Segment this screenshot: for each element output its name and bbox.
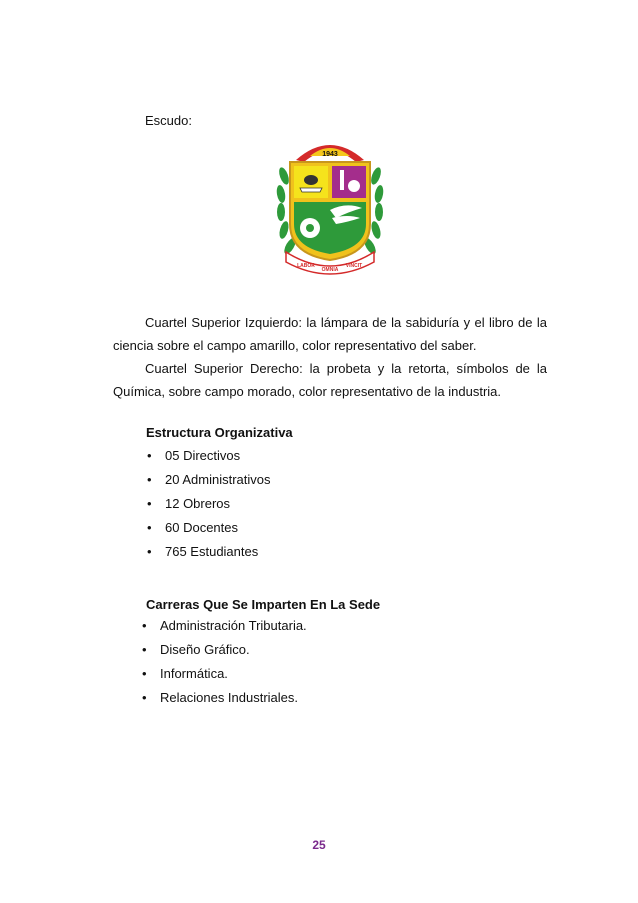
crest-image bbox=[276, 132, 384, 276]
description-line: Cuartel Superior Izquierdo: la lámpara de la sabiduría y el libro de la bbox=[145, 315, 547, 330]
test-tube-icon bbox=[340, 170, 344, 190]
retort-icon bbox=[348, 180, 360, 192]
bullet-icon: • bbox=[142, 666, 147, 681]
page-number: 25 bbox=[312, 838, 326, 852]
bullet-icon: • bbox=[147, 448, 152, 463]
description-block bbox=[113, 315, 547, 407]
description-line: Química, sobre campo morado, color representativo de la industria. bbox=[113, 384, 502, 399]
bullet-icon: • bbox=[142, 642, 147, 657]
gear-icon bbox=[300, 218, 320, 238]
description-line: Cuartel Superior Derecho: la probeta y la retorta, símbolos de la bbox=[145, 361, 547, 376]
lamp-icon bbox=[304, 175, 318, 185]
description-line: ciencia sobre el campo amarillo, color representativo del saber. bbox=[113, 338, 477, 353]
bullet-icon: • bbox=[147, 496, 152, 511]
quarter-purple bbox=[332, 166, 366, 198]
bullet-icon: • bbox=[142, 690, 147, 705]
bullet-icon: • bbox=[147, 520, 152, 535]
escudo-label: Escudo: bbox=[145, 113, 192, 128]
document-page: Escudo: 1943 LABOR OMNIA VINCIT Cuartel Superior Izquierdo: la lámpara de la sabiduría y el libro de la ciencia sobre el campo amarillo, color representativo del saber. Cuartel Superior Derecho: la probeta y la retorta, símbolos de la Química, sobre campo morado, color representativo de la industria. Estructura Organizativa • 05 Directivos • 20 Administrativos • 12 Obreros • 60 Docentes • 765 Estudiantes Carreras Que Se Imparten En La Sede • Administración Tributaria. • Diseño Gráfico. • Informática. • Relaciones Industriales. 25 bbox=[0, 0, 638, 903]
motto-word-2: OMNIA bbox=[321, 267, 339, 273]
estructura-heading: Estructura Organizativa bbox=[146, 425, 293, 440]
carreras-heading: Carreras Que Se Imparten En La Sede bbox=[146, 597, 381, 612]
crest-year: 1943 bbox=[322, 151, 338, 158]
bullet-icon: • bbox=[147, 472, 152, 487]
book-icon bbox=[300, 188, 322, 192]
motto-word-3: VINCIT bbox=[345, 263, 363, 269]
motto-word-1: LABOR bbox=[297, 263, 315, 269]
bullet-icon: • bbox=[142, 618, 147, 633]
bullet-icon: • bbox=[147, 544, 152, 559]
